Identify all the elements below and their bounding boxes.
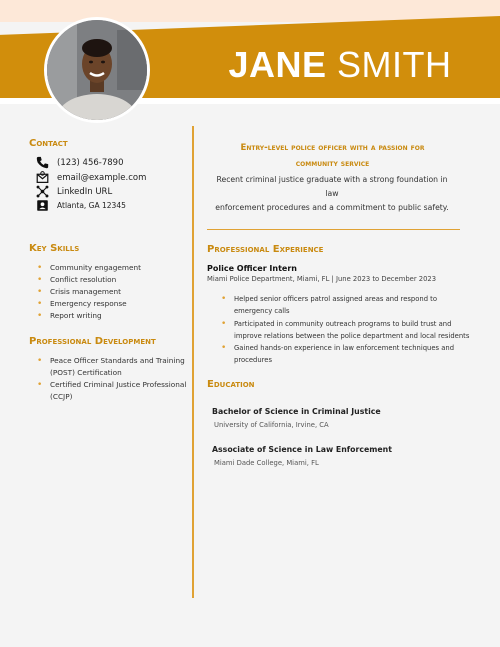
summary-line: enforcement procedures and a commitment to public safety.: [215, 203, 449, 212]
location-text: Atlanta, GA 12345: [57, 201, 126, 210]
list-item: • Report writing: [34, 310, 141, 322]
list-item: [34, 379, 186, 403]
column-divider: [192, 126, 194, 598]
email-text[interactable]: email@example.com: [57, 172, 147, 183]
top-band: [0, 0, 500, 22]
list-item: • Emergency response: [34, 298, 141, 310]
contact-location: [36, 199, 126, 212]
summary-title-line: community service: [295, 159, 370, 169]
job-details: Miami Police Department, Miami, FL | June 2023 to December 2023: [207, 275, 437, 283]
phone-text: (123) 456-7890: [57, 157, 124, 168]
bullet-line: Helped senior officers patrol assigned areas and respond to: [234, 295, 437, 303]
job-title: Police Officer Intern: [207, 264, 297, 273]
id-card-icon: [36, 199, 49, 212]
professional-development-heading: Professional Development: [29, 336, 156, 347]
development-line: Certified Criminal Justice Professional: [50, 380, 187, 389]
bullet-line: Participated in community outreach programs to build trust and: [234, 319, 452, 328]
email-icon: [36, 171, 49, 184]
contact-email[interactable]: [36, 171, 146, 184]
list-item: • Crisis management: [34, 286, 141, 298]
profile-photo: [44, 17, 150, 123]
bullet-line: emergency calls: [234, 307, 290, 316]
bullet-line: Gained hands-on experience in law enforcement techniques and: [234, 344, 455, 353]
phone-icon: [36, 156, 49, 169]
linkedin-text[interactable]: LinkedIn URL: [57, 186, 113, 197]
section-divider: [207, 229, 460, 230]
list-item: [218, 318, 469, 343]
key-skills-heading: Key Skills: [29, 243, 80, 254]
last-name: SMITH: [337, 44, 452, 85]
bullet-line: procedures: [234, 356, 273, 365]
contact-linkedin[interactable]: [36, 185, 112, 198]
education-school: University of California, Irvine, CA: [214, 421, 329, 429]
list-item: [218, 342, 469, 367]
candidate-name: [200, 44, 480, 86]
network-icon: [36, 185, 49, 198]
education-degree: Bachelor of Science in Criminal Justice: [212, 407, 381, 416]
development-line: (POST) Certification: [50, 368, 122, 377]
skills-list: [34, 262, 141, 322]
development-list: [34, 355, 186, 403]
list-item: [218, 293, 469, 318]
contact-heading: Contact: [29, 138, 68, 149]
summary-text: [212, 173, 452, 215]
development-line: (CCJP): [50, 392, 73, 401]
education-heading: Education: [207, 379, 255, 390]
summary-title-line: Entry-level police officer with a passion for: [240, 143, 425, 153]
summary-line: Recent criminal justice graduate with a strong foundation in law: [216, 175, 448, 198]
education-degree: Associate of Science in Law Enforcement: [212, 445, 392, 454]
bullet-line: improve relations between the police department and local residents: [234, 331, 470, 340]
contact-phone: [36, 156, 123, 169]
list-item: • Conflict resolution: [34, 274, 141, 286]
summary-title: [210, 140, 455, 172]
development-line: Peace Officer Standards and Training: [50, 356, 185, 365]
list-item: [34, 355, 186, 379]
list-item: • Community engagement: [34, 262, 141, 274]
experience-bullets: [218, 293, 469, 367]
experience-heading: Professional Experience: [207, 244, 324, 255]
education-school: Miami Dade College, Miami, FL: [214, 459, 319, 467]
first-name: JANE: [228, 44, 327, 85]
